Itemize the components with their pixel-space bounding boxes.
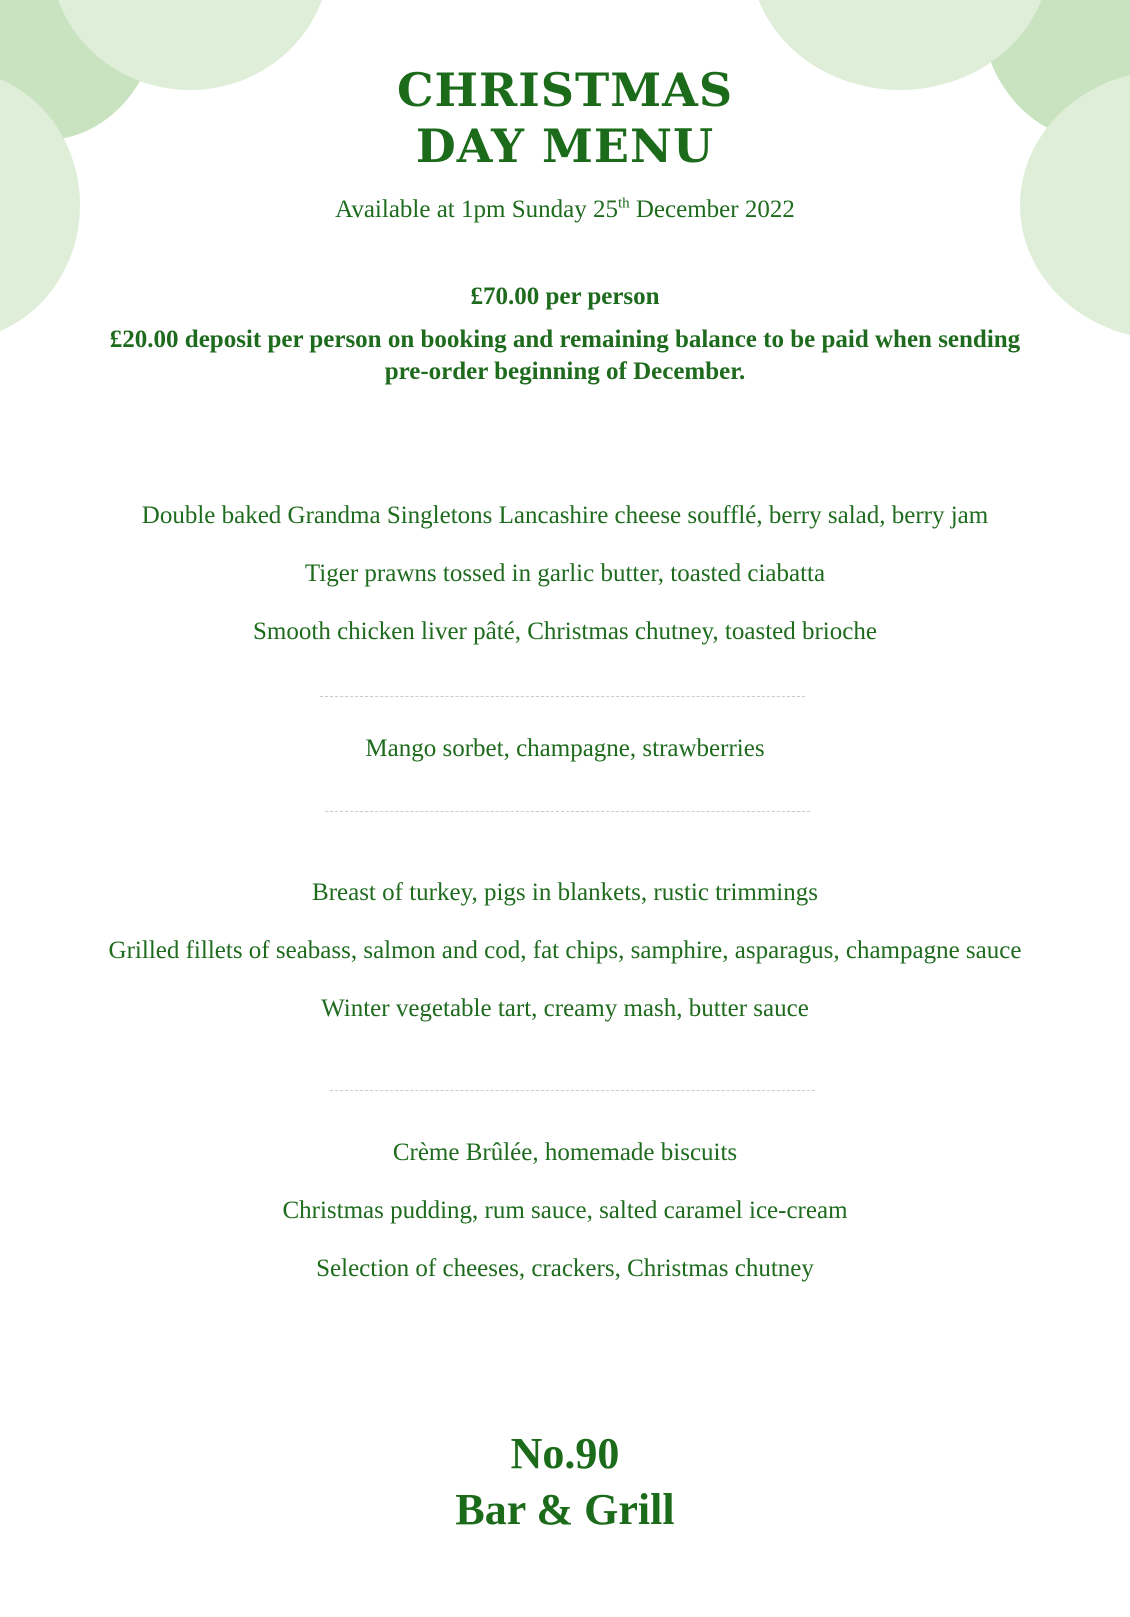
section-divider [325, 811, 810, 812]
section-divider [330, 1090, 815, 1091]
main-item: Grilled fillets of seabass, salmon and cod, fat chips, samphire, asparagus, champagne sauce [108, 937, 1022, 964]
main-item: Breast of turkey, pigs in blankets, rustic trimmings [312, 879, 818, 906]
brand-name [0, 1426, 1130, 1538]
availability-text [0, 194, 1130, 226]
menu-title [0, 62, 1130, 174]
section-divider [320, 696, 805, 697]
dessert-item: Crème Brûlée, homemade biscuits [392, 1139, 738, 1166]
dessert-item: Selection of cheeses, crackers, Christmas chutney [316, 1255, 814, 1282]
starter-item: Double baked Grandma Singletons Lancashire cheese soufflé, berry salad, berry jam [141, 502, 989, 529]
menu-title-line-1: CHRISTMAS [396, 63, 734, 117]
starter-item: Smooth chicken liver pâté, Christmas chutney, toasted brioche [253, 618, 877, 645]
intermediate-item: Mango sorbet, champagne, strawberries [365, 735, 765, 762]
availability-suffix: December 2022 [629, 196, 795, 223]
menu-title-line-2: DAY MENU [415, 119, 715, 173]
availability-prefix: Available at 1pm Sunday 25 [335, 196, 618, 223]
starter-item: Tiger prawns tossed in garlic butter, toasted ciabatta [304, 560, 826, 587]
deposit-notice: £20.00 deposit per person on booking and remaining balance to be paid when sending pre-order beginning of December. [109, 326, 1021, 385]
brand-line-2: Bar & Grill [455, 1485, 675, 1534]
dessert-item: Christmas pudding, rum sauce, salted caramel ice-cream [282, 1197, 848, 1224]
availability-ordinal: th [617, 195, 630, 212]
main-item: Winter vegetable tart, creamy mash, butter sauce [321, 995, 809, 1022]
brand-line-1: No.90 [510, 1429, 620, 1478]
price-per-person: £70.00 per person [470, 283, 660, 310]
